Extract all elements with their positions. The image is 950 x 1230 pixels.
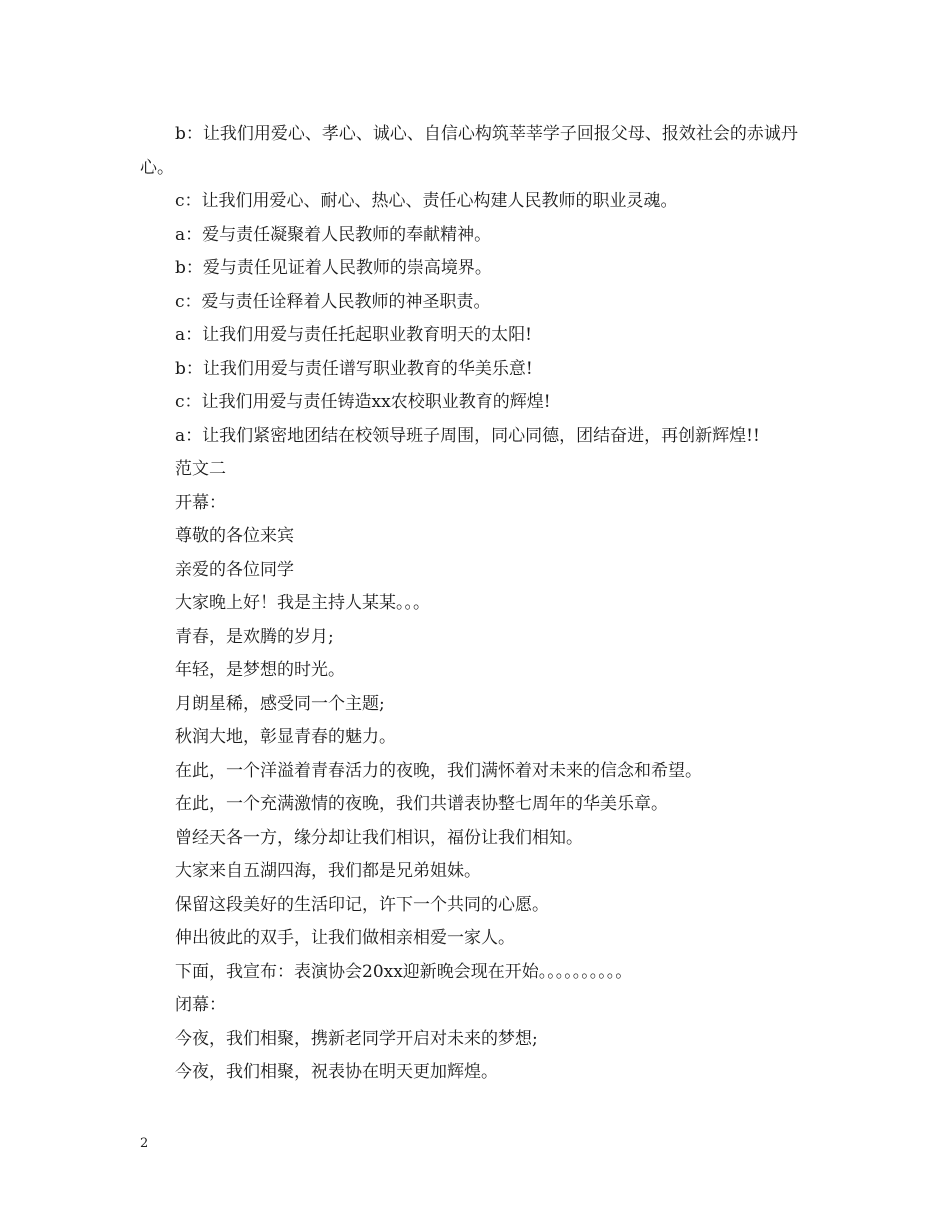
- paragraph: b：让我们用爱心、孝心、诚心、自信心构筑莘莘学子回报父母、报效社会的赤诚丹心。: [140, 124, 798, 178]
- paragraph: a：让我们紧密地团结在校领导班子周围，同心同德，团结奋进，再创新辉煌!!: [175, 425, 760, 446]
- paragraph: 下面，我宣布：表演协会20xx迎新晚会现在开始。。。。。。。。。。: [175, 961, 633, 982]
- paragraph: a：爱与责任凝聚着人民教师的奉献精神。: [175, 224, 492, 245]
- paragraph: c：让我们用爱心、耐心、热心、责任心构建人民教师的职业灵魂。: [175, 191, 678, 211]
- paragraph: c：让我们用爱与责任铸造xx农校职业教育的辉煌!: [175, 392, 551, 412]
- paragraph: 秋润大地，彰显青春的魅力。: [175, 727, 396, 747]
- paragraph: 保留这段美好的生活印记，许下一个共同的心愿。: [175, 894, 549, 915]
- paragraph: c：爱与责任诠释着人民教师的神圣职责。: [175, 291, 491, 312]
- paragraph: b：让我们用爱与责任谱写职业教育的华美乐意!: [175, 358, 533, 379]
- paragraph: a：让我们用爱与责任托起职业教育明天的太阳!: [175, 325, 532, 345]
- paragraph: 尊敬的各位来宾: [175, 526, 294, 546]
- paragraph: 年轻，是梦想的时光。: [175, 660, 345, 680]
- document-body: [140, 118, 820, 1090]
- paragraph: 曾经天各一方，缘分却让我们相识，福份让我们相知。: [175, 827, 583, 848]
- paragraph: 大家晚上好！我是主持人某某。。。: [175, 593, 430, 613]
- paragraph: 今夜，我们相聚，祝表协在明天更加辉煌。: [175, 1062, 498, 1082]
- page-number: 2: [140, 1136, 149, 1151]
- paragraph: 伸出彼此的双手，让我们做相亲相爱一家人。: [175, 928, 515, 948]
- paragraph: 在此，一个洋溢着青春活力的夜晚，我们满怀着对未来的信念和希望。: [175, 760, 702, 781]
- paragraph: 在此，一个充满激情的夜晚，我们共谱表协整七周年的华美乐章。: [175, 794, 668, 814]
- paragraph: 大家来自五湖四海，我们都是兄弟姐妹。: [175, 861, 481, 881]
- paragraph: 青春，是欢腾的岁月;: [175, 626, 334, 647]
- paragraph: 月朗星稀，感受同一个主题;: [175, 693, 385, 714]
- paragraph: 今夜，我们相聚，携新老同学开启对未来的梦想;: [175, 1028, 538, 1049]
- paragraph: b：爱与责任见证着人民教师的崇高境界。: [175, 258, 492, 278]
- section-heading: 范文二: [175, 459, 226, 479]
- paragraph: 亲爱的各位同学: [175, 559, 294, 580]
- paragraph: 闭幕：: [175, 995, 226, 1015]
- paragraph: 开幕：: [175, 492, 226, 513]
